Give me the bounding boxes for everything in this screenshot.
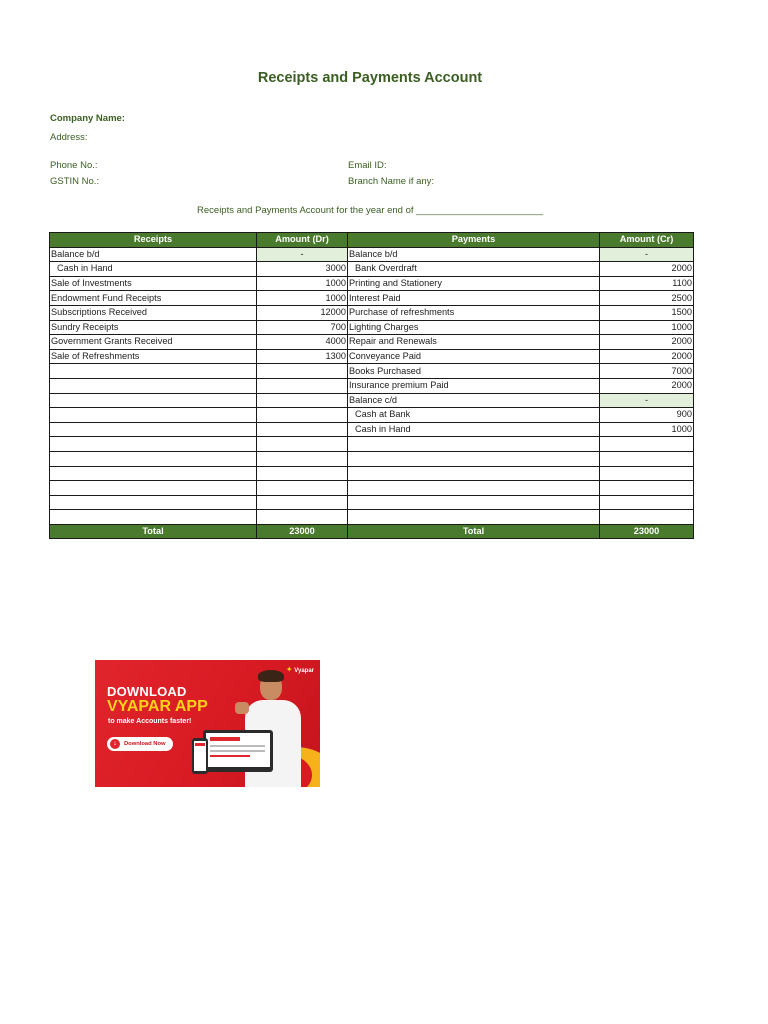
receipt-amount: 12000 (257, 305, 348, 320)
receipt-amount: 4000 (257, 335, 348, 350)
payment-amount: 7000 (600, 364, 694, 379)
table-row (50, 276, 694, 291)
payment-amount (600, 466, 694, 481)
payment-item: Cash at Bank (348, 408, 600, 423)
table-row (50, 510, 694, 525)
receipt-amount (257, 378, 348, 393)
receipt-item (50, 364, 257, 379)
company-name-label: Company Name: (50, 113, 125, 124)
receipt-amount (257, 408, 348, 423)
payment-item: Balance b/d (348, 247, 600, 262)
table-header-row (50, 233, 694, 248)
vyapar-download-banner[interactable] (95, 660, 320, 787)
payment-amount: 2000 (600, 262, 694, 277)
table-row (50, 349, 694, 364)
download-icon: ↓ (110, 739, 120, 749)
receipt-amount (257, 437, 348, 452)
table-row (50, 291, 694, 306)
table-row (50, 262, 694, 277)
receipt-amount (257, 510, 348, 525)
table-row (50, 422, 694, 437)
phone-illustration (192, 738, 208, 774)
total-amount-cr: 23000 (600, 524, 694, 539)
payment-item: Bank Overdraft (348, 262, 600, 277)
banner-headline-app: VYAPAR APP (107, 698, 208, 715)
payment-amount: 900 (600, 408, 694, 423)
receipt-amount (257, 422, 348, 437)
payment-item (348, 510, 600, 525)
receipt-amount: 1000 (257, 276, 348, 291)
payment-item: Interest Paid (348, 291, 600, 306)
payment-amount (600, 510, 694, 525)
download-now-button[interactable]: ↓ Download Now (107, 737, 173, 751)
payment-amount: 1000 (600, 320, 694, 335)
receipt-amount: - (257, 247, 348, 262)
payment-amount: 2000 (600, 349, 694, 364)
receipt-amount (257, 451, 348, 466)
payment-item: Conveyance Paid (348, 349, 600, 364)
payment-amount: 2500 (600, 291, 694, 306)
payment-item (348, 495, 600, 510)
payment-amount: 2000 (600, 378, 694, 393)
col-header-payments: Payments (348, 233, 600, 248)
payment-amount: - (600, 393, 694, 408)
receipt-item (50, 481, 257, 496)
payment-amount: 1000 (600, 422, 694, 437)
receipt-item (50, 422, 257, 437)
payment-amount (600, 495, 694, 510)
table-row (50, 495, 694, 510)
thumbs-up-icon (235, 702, 249, 714)
receipt-item (50, 451, 257, 466)
payment-item (348, 451, 600, 466)
total-label-payments: Total (348, 524, 600, 539)
table-row (50, 364, 694, 379)
banner-person-hair (258, 670, 284, 682)
col-header-amount-cr: Amount (Cr) (600, 233, 694, 248)
payment-item: Books Purchased (348, 364, 600, 379)
table-row (50, 335, 694, 350)
receipt-item (50, 408, 257, 423)
receipt-item (50, 510, 257, 525)
receipt-item: Subscriptions Received (50, 305, 257, 320)
payment-item (348, 466, 600, 481)
receipt-item: Sundry Receipts (50, 320, 257, 335)
table-row (50, 393, 694, 408)
receipt-item (50, 393, 257, 408)
payment-amount (600, 437, 694, 452)
table-row (50, 305, 694, 320)
receipt-amount (257, 495, 348, 510)
banner-tagline: to make Accounts faster! (108, 718, 192, 725)
receipt-item: Cash in Hand (50, 262, 257, 277)
gstin-label: GSTIN No.: (50, 176, 100, 187)
banner-headline-download: DOWNLOAD (107, 684, 187, 699)
table-row (50, 408, 694, 423)
receipt-item (50, 437, 257, 452)
payment-item: Repair and Renewals (348, 335, 600, 350)
receipt-amount: 700 (257, 320, 348, 335)
receipt-amount: 3000 (257, 262, 348, 277)
vyapar-logo: ✦ Vyapar (285, 665, 314, 674)
col-header-receipts: Receipts (50, 233, 257, 248)
receipt-item: Government Grants Received (50, 335, 257, 350)
table-row (50, 437, 694, 452)
payment-item: Cash in Hand (348, 422, 600, 437)
receipt-amount (257, 393, 348, 408)
email-label: Email ID: (348, 160, 387, 171)
payment-item (348, 437, 600, 452)
payment-item: Insurance premium Paid (348, 378, 600, 393)
payment-amount: - (600, 247, 694, 262)
address-label: Address: (50, 132, 88, 143)
col-header-amount-dr: Amount (Dr) (257, 233, 348, 248)
payment-item (348, 481, 600, 496)
table-row (50, 481, 694, 496)
payment-amount: 2000 (600, 335, 694, 350)
table-row (50, 378, 694, 393)
receipt-item (50, 378, 257, 393)
receipt-item: Sale of Refreshments (50, 349, 257, 364)
total-label-receipts: Total (50, 524, 257, 539)
table-row (50, 466, 694, 481)
payment-item: Purchase of refreshments (348, 305, 600, 320)
payment-item: Lighting Charges (348, 320, 600, 335)
laptop-illustration (203, 730, 273, 772)
receipt-amount (257, 481, 348, 496)
phone-label: Phone No.: (50, 160, 98, 171)
total-row (50, 524, 694, 539)
vyapar-logo-icon: ✦ (285, 665, 293, 674)
receipt-amount: 1300 (257, 349, 348, 364)
receipt-amount: 1000 (257, 291, 348, 306)
table-row (50, 320, 694, 335)
payment-amount (600, 481, 694, 496)
receipt-item (50, 495, 257, 510)
payment-item: Balance c/d (348, 393, 600, 408)
account-period-subtitle: Receipts and Payments Account for the year end of ________________________ (197, 205, 543, 216)
receipts-payments-table (49, 232, 694, 539)
receipt-item (50, 466, 257, 481)
page-title: Receipts and Payments Account (257, 70, 483, 86)
receipt-item: Sale of Investments (50, 276, 257, 291)
branch-label: Branch Name if any: (348, 176, 435, 187)
payment-amount: 1100 (600, 276, 694, 291)
payment-amount: 1500 (600, 305, 694, 320)
table-row (50, 247, 694, 262)
payment-item: Printing and Stationery (348, 276, 600, 291)
payment-amount (600, 451, 694, 466)
table-row (50, 451, 694, 466)
receipt-amount (257, 364, 348, 379)
receipt-item: Endowment Fund Receipts (50, 291, 257, 306)
receipt-item: Balance b/d (50, 247, 257, 262)
total-amount-dr: 23000 (257, 524, 348, 539)
receipt-amount (257, 466, 348, 481)
